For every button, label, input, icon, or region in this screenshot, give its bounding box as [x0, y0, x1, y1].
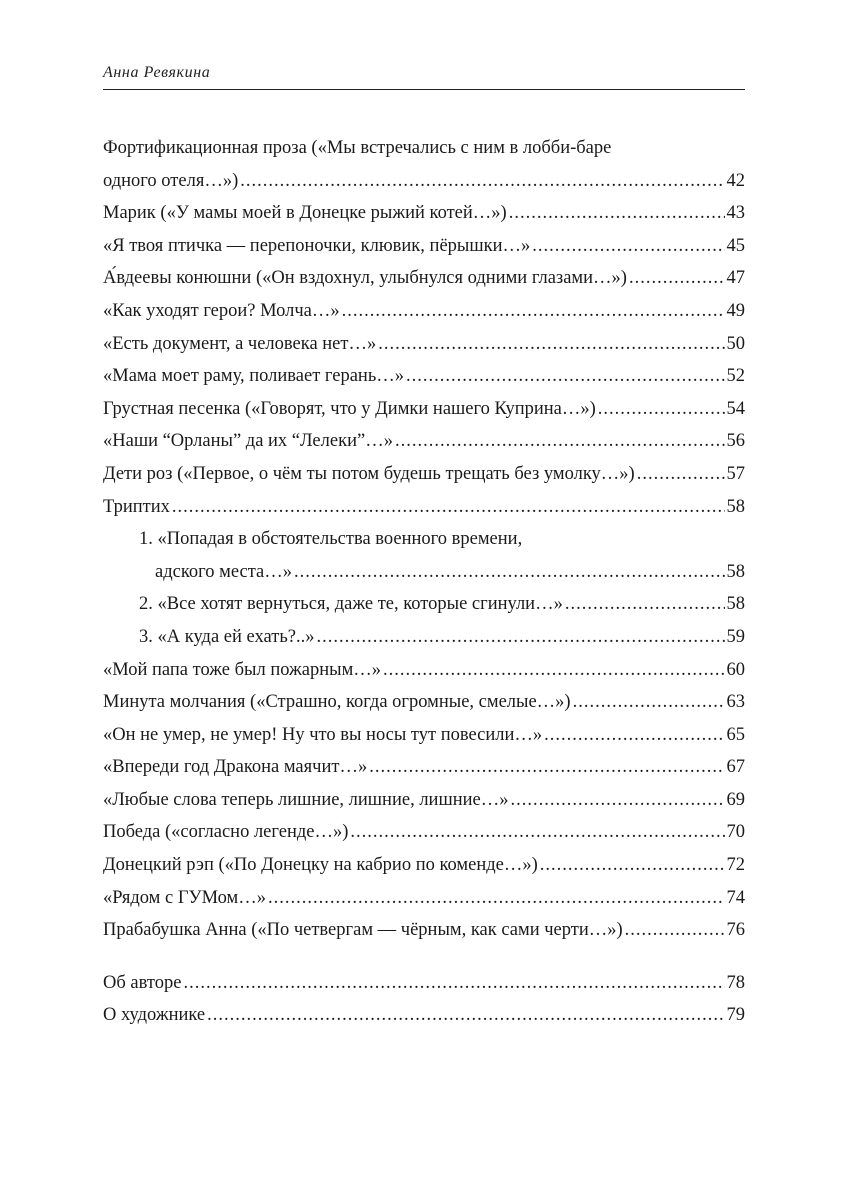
toc-entry-page: 42: [726, 170, 745, 191]
section-gap: [103, 947, 745, 967]
toc-entry[interactable]: [103, 458, 745, 491]
toc-entry-title-line1: 1. «Попадая в обстоятельства военного времени,: [139, 529, 523, 550]
toc-entry-title: О художнике: [103, 1005, 206, 1026]
leader-dots: [637, 465, 725, 484]
toc-entry-page: 58: [726, 561, 745, 582]
toc-entry-title: «Рядом с ГУМом…»: [103, 887, 266, 908]
toc-entry-page: 43: [726, 203, 745, 224]
leader-dots: [240, 172, 724, 191]
toc-entry-page: 74: [726, 887, 745, 908]
toc-entry[interactable]: [103, 360, 745, 393]
toc-entry-page: 76: [726, 920, 745, 941]
toc-entry-title-line1: Фортификационная проза («Мы встречались с ним в лобби-баре: [103, 138, 612, 158]
toc-entry-title: «Любые слова теперь лишние, лишние, лишние…»: [103, 789, 509, 810]
toc-entry-page: 58: [726, 594, 745, 615]
leader-dots: [350, 823, 724, 842]
toc-subentry[interactable]: [103, 523, 745, 588]
leader-dots: [395, 432, 725, 451]
toc-entry[interactable]: [103, 686, 745, 719]
toc-entry-title: Победа («согласно легенде…»): [103, 822, 349, 843]
toc-entry[interactable]: [103, 784, 745, 817]
toc-entry-title: одного отеля…»): [103, 170, 239, 191]
toc-entry-title: «Есть документ, а человека нет…»: [103, 333, 377, 354]
toc-entry-title: Донецкий рэп («По Донецку на кабрио по коменде…»): [103, 855, 538, 876]
leader-dots: [544, 726, 724, 745]
toc-entry-page: 50: [726, 333, 745, 354]
toc-entry-page: 65: [726, 724, 745, 745]
toc-entry-page: 54: [726, 398, 745, 419]
leader-dots: [342, 302, 725, 321]
toc-entry-title: 3. «А куда ей ехать?..»: [139, 626, 315, 647]
toc-entry-page: 52: [726, 366, 745, 387]
toc-entry-title: «Я твоя птичка — перепоночки, клювик, пёрышки…»: [103, 235, 531, 256]
toc-entry[interactable]: [103, 882, 745, 915]
leader-dots: [565, 595, 725, 614]
toc-entry[interactable]: [103, 132, 745, 197]
toc-entry[interactable]: [103, 197, 745, 230]
leader-dots: [629, 269, 725, 288]
toc-entry-title: «Мой папа тоже был пожарным…»: [103, 659, 382, 680]
toc-entry[interactable]: [103, 999, 745, 1032]
toc-entry-title: Дети роз («Первое, о чём ты потом будешь трещать без умолку…»): [103, 463, 635, 484]
leader-dots: [268, 889, 725, 908]
toc-subentry[interactable]: [103, 621, 745, 654]
leader-dots: [316, 628, 724, 647]
toc-entry[interactable]: [103, 751, 745, 784]
toc-entry-page: 79: [726, 1005, 745, 1026]
toc-entry-page: 59: [726, 626, 745, 647]
toc-entry-page: 58: [726, 496, 745, 517]
toc-entry[interactable]: [103, 328, 745, 361]
toc-entry-page: 72: [726, 855, 745, 876]
toc-entry-page: 57: [726, 463, 745, 484]
leader-dots: [510, 791, 724, 810]
leader-dots: [207, 1006, 724, 1025]
toc-entry-title: адского места…»: [155, 561, 292, 582]
toc-entry-title: Грустная песенка («Говорят, что у Димки нашего Куприна…»): [103, 398, 596, 419]
toc-entry-page: 56: [726, 431, 745, 452]
toc-entry[interactable]: [103, 491, 745, 524]
leader-dots: [598, 400, 725, 419]
running-head: Анна Ревякина: [103, 64, 211, 81]
toc-entry-title: «Впереди год Дракона маячит…»: [103, 757, 368, 778]
leader-dots: [383, 661, 724, 680]
leader-dots: [509, 204, 725, 223]
leader-dots: [378, 335, 724, 354]
toc-entry-title: А́вдеевы конюшни («Он вздохнул, улыбнулся одними глазами…»): [103, 268, 627, 289]
leader-dots: [172, 498, 725, 517]
toc-entry-page: 78: [726, 972, 745, 993]
toc-entry-page: 45: [726, 235, 745, 256]
toc-entry-page: 70: [726, 822, 745, 843]
toc-entry[interactable]: [103, 719, 745, 752]
toc-entry-title: «Он не умер, не умер! Ну что вы носы тут повесили…»: [103, 724, 543, 745]
header-rule: [103, 89, 745, 90]
toc-entry[interactable]: [103, 849, 745, 882]
toc-entry-title: Марик («У мамы моей в Донецке рыжий котей…»): [103, 203, 507, 224]
toc-entry-title: «Мама моет раму, поливает герань…»: [103, 366, 405, 387]
toc-entry[interactable]: [103, 295, 745, 328]
toc-entry-title: Об авторе: [103, 972, 182, 993]
toc-entry-title: «Как уходят герои? Молча…»: [103, 300, 340, 321]
toc-entry[interactable]: [103, 816, 745, 849]
toc-entry-title: Прабабушка Анна («По четвергам — чёрным, как сами черти…»): [103, 920, 623, 941]
table-of-contents: [103, 132, 745, 1032]
toc-entry[interactable]: [103, 654, 745, 687]
toc-entry-page: 60: [726, 659, 745, 680]
toc-entry[interactable]: [103, 230, 745, 263]
leader-dots: [573, 693, 725, 712]
toc-entry-page: 47: [726, 268, 745, 289]
toc-entry[interactable]: [103, 914, 745, 947]
leader-dots: [183, 974, 724, 993]
toc-subentry[interactable]: [103, 588, 745, 621]
leader-dots: [406, 367, 724, 386]
leader-dots: [625, 921, 725, 940]
toc-entry-page: 49: [726, 300, 745, 321]
toc-entry[interactable]: [103, 967, 745, 1000]
toc-entry[interactable]: [103, 393, 745, 426]
toc-entry-title: Триптих: [103, 496, 170, 517]
toc-entry-page: 69: [726, 789, 745, 810]
toc-entry[interactable]: [103, 425, 745, 458]
toc-entry-page: 67: [726, 757, 745, 778]
toc-entry-title: «Наши “Орланы” да их “Лелеки”…»: [103, 431, 393, 452]
toc-entry[interactable]: [103, 262, 745, 295]
toc-entry-title: 2. «Все хотят вернуться, даже те, которые сгинули…»: [139, 594, 563, 615]
toc-entry-title: Минута молчания («Страшно, когда огромные, смелые…»): [103, 692, 571, 713]
leader-dots: [540, 856, 725, 875]
toc-entry-page: 63: [726, 692, 745, 713]
leader-dots: [532, 237, 724, 256]
leader-dots: [369, 758, 724, 777]
leader-dots: [294, 563, 725, 582]
